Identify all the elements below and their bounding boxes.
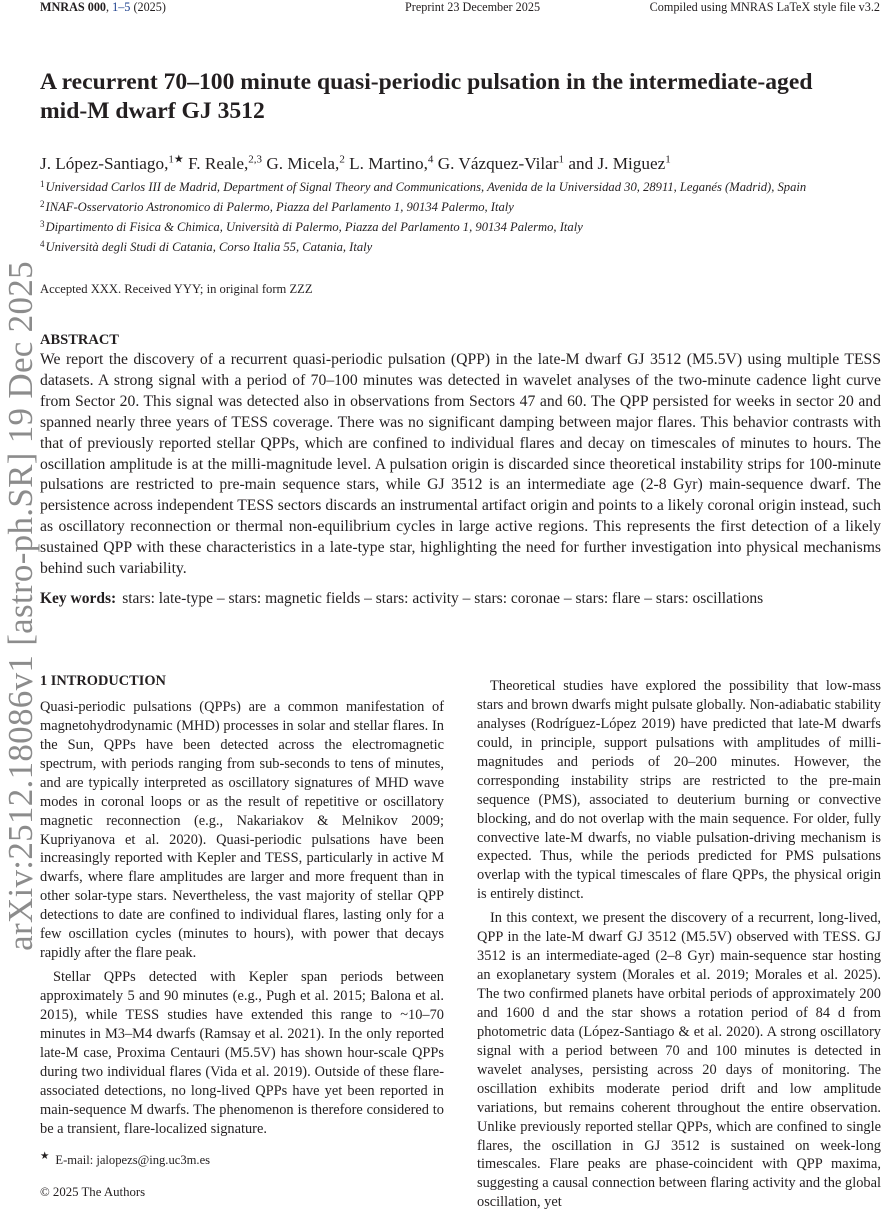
keywords	[40, 590, 763, 608]
paper-title: A recurrent 70–100 minute quasi-periodic pulsation in the intermediate-aged mid-M dwarf GJ 3512	[40, 69, 813, 124]
copyright: © 2025 The Authors	[40, 1185, 146, 1199]
journal-name: MNRAS	[40, 0, 85, 14]
arxiv-stamp-text: arXiv:2512.18086v1 [astro-ph.SR] 19 Dec 2025	[1, 261, 40, 951]
author: G. Vázquez-Vilar$^1$	[437, 153, 565, 173]
paragraph: Theoretical studies have explored the possibility that low-mass stars and brown dwarfs might pulsate globally. Non-adiabatic stability analyses (Rodríguez-López 2019) have predicted that late-M dwarfs could, in principle, support pulsations with amplitudes of milli-magnitudes and periods of 20–200 minutes. However, the corresponding instability strips are restricted to the pre-main sequence (PMS), associated to deuterium burning or convective blocking, and do not overlap with the main sequence. For older, fully convective late-M dwarfs, no viable pulsation-driving mechanism is expected. Thus, while the periods predicted for PMS pulsations overlap with the typical timescales of flare QPPs, the physical origin is entirely distinct.	[477, 678, 881, 903]
journal-year: (2025)	[133, 0, 166, 14]
affiliation: $^4$Università degli Studi di Catania, Corso Italia 55, Catania, Italy	[40, 239, 373, 254]
journal-ref: MNRAS 000, 1–5 (2025)	[40, 0, 166, 14]
author: F. Reale,$^{2,3}$	[188, 153, 263, 173]
left-column	[40, 668, 444, 1139]
footnote	[40, 1150, 210, 1168]
accepted-note: Accepted XXX. Received YYY; in original form ZZZ	[40, 282, 313, 296]
abstract-heading: ABSTRACT	[40, 332, 119, 348]
abstract-text: We report the discovery of a recurrent quasi-periodic pulsation (QPP) in the late-M dwarf GJ 3512 (M5.5V) using multiple TESS datasets. A strong signal with a period of 70–100 minutes was detected in wavelet analyses of the two-minute cadence light curve from Sector 20. This signal was detected also in observations from Sectors 47 and 60. The QPP persisted for weeks in sector 20 and spanned nearly three years of TESS coverage. There was no significant damping between major flares. This behavior contrasts with that of previously reported stellar QPPs, which are confined to individual flares and decay on timescales of minutes to hours. The oscillation amplitude is at the milli-magnitude level. A pulsation origin is discarded since theoretical instability strips for 100-minute pulsations are restricted to pre-main sequence stars, while GJ 3512 is an intermediate age (2-8 Gyr) main-sequence dwarf. The persistence across independent TESS sectors discards an instrumental artifact origin and points to a likely coronal origin instead, such as oscillatory reconnection or thermal non-equilibrium cycles in large active regions. This represents the first detection of a likely sustained QPP with these characteristics in a late-type star, highlighting the need for further investigation into physical mechanisms behind such variability.	[40, 351, 881, 578]
preprint-date: Preprint 23 December 2025	[405, 0, 541, 14]
paragraph: Quasi-periodic pulsations (QPPs) are a common manifestation of magnetohydrodynamic (MHD) processes in solar and stellar flares. In the Sun, QPPs have been detected across the electromagnetic spectrum, with periods ranging from sub-seconds to tens of minutes, and are typically interpreted as oscillatory signatures of MHD wave modes in coronal loops or as the result of repetitive or oscillatory magnetic reconnection (e.g., Nakariakov & Melnikov 2009; Kupriyanova et al. 2020). Quasi-periodic pulsations have been increasingly reported with Kepler and TESS, particularly in active M dwarfs, where flare amplitudes are larger and more frequent than in other solar-type stars. Nevertheless, the vast majority of stellar QPP detections to date are confined to individual flares, lasting only for a few oscillation cycles (minutes to hours), with power that decays rapidly after the flare peak.	[40, 698, 444, 962]
paragraph: Stellar QPPs detected with Kepler span periods between approximately 5 and 90 minutes (e.g., Pugh et al. 2015; Balona et al. 2015), while TESS studies have extended this range to ~10–70 minutes in M3–M4 dwarfs (Ramsay et al. 2021). In the only reported late-M case, Proxima Centauri (M5.5V) has shown hour-scale QPPs during two individual flares (Vida et al. 2019). Outside of these flare-associated detections, no long-lived QPPs have yet been reported in main-sequence M dwarfs. The phenomenon is therefore considered to be a transient, flare-localized signature.	[40, 969, 444, 1137]
keywords-label: Key words:	[40, 590, 117, 607]
right-column	[477, 677, 881, 1212]
paragraph: In this context, we present the discovery of a recurrent, long-lived, QPP in the late-M dwarf GJ 3512 (M5.5V) observed with TESS. GJ 3512 is an intermediate-aged (2–8 Gyr) main-sequence star hosting an exoplanetary system (Morales et al. 2019; Morales et al. 2025). The two confirmed planets have orbital periods of approximately 200 and 1600 d and the star shows a rotation period of 84 d from photometric data (López-Santiago & et al. 2020). A strong oscillatory signal with a period between 70 and 100 minutes is detected in wavelet analyses, persisting across 20 days of monitoring. The oscillation exhibits moderate period drift and low amplitude variations, but remains coherent throughout the entire observation. Unlike previously reported stellar QPPs, which are confined to single flares, the oscillation in GJ 3512 is sustained on week-long timescales. Flare peaks are phase-coincident with QPP maxima, suggesting a causal connection between flaring activity and the global oscillation, yet	[477, 910, 881, 1211]
affiliation: $^1$Universidad Carlos III de Madrid, Department of Signal Theory and Communications, Avenida de la Universidad 30, 28911, Leganés (Madrid), Spain	[40, 179, 807, 194]
affiliation: $^3$Dipartimento di Fisica & Chimica, Università di Palermo, Piazza del Parlamento 1, 90134 Palermo, Italy	[40, 219, 583, 234]
affiliation-list	[40, 176, 806, 256]
running-header	[40, 0, 880, 14]
footnote-mark: ★	[40, 1151, 50, 1162]
arxiv-stamp	[0, 0, 40, 1200]
compiled-note: Compiled using MNRAS LaTeX style file v3.2	[649, 0, 880, 14]
keywords-text: stars: late-type – stars: magnetic fields – stars: activity – stars: coronae – stars: flare – stars: oscillations	[122, 590, 764, 607]
footnote-email: E-mail: jalopezs@ing.uc3m.es	[55, 1153, 211, 1168]
affiliation: $^2$INAF-Osservatorio Astronomico di Palermo, Piazza del Parlamento 1, 90134 Palermo, Italy	[40, 199, 514, 214]
author: and J. Miguez$^1$	[568, 153, 671, 173]
author: J. López-Santiago,$^{1★}$	[40, 153, 184, 173]
journal-volume: 000	[87, 0, 107, 14]
section-heading: 1 INTRODUCTION	[40, 673, 166, 689]
author: L. Martino,$^4$	[349, 153, 434, 173]
author-list	[40, 152, 671, 174]
author: G. Micela,$^2$	[266, 153, 345, 173]
page-range-link[interactable]: 1–5	[112, 0, 131, 14]
